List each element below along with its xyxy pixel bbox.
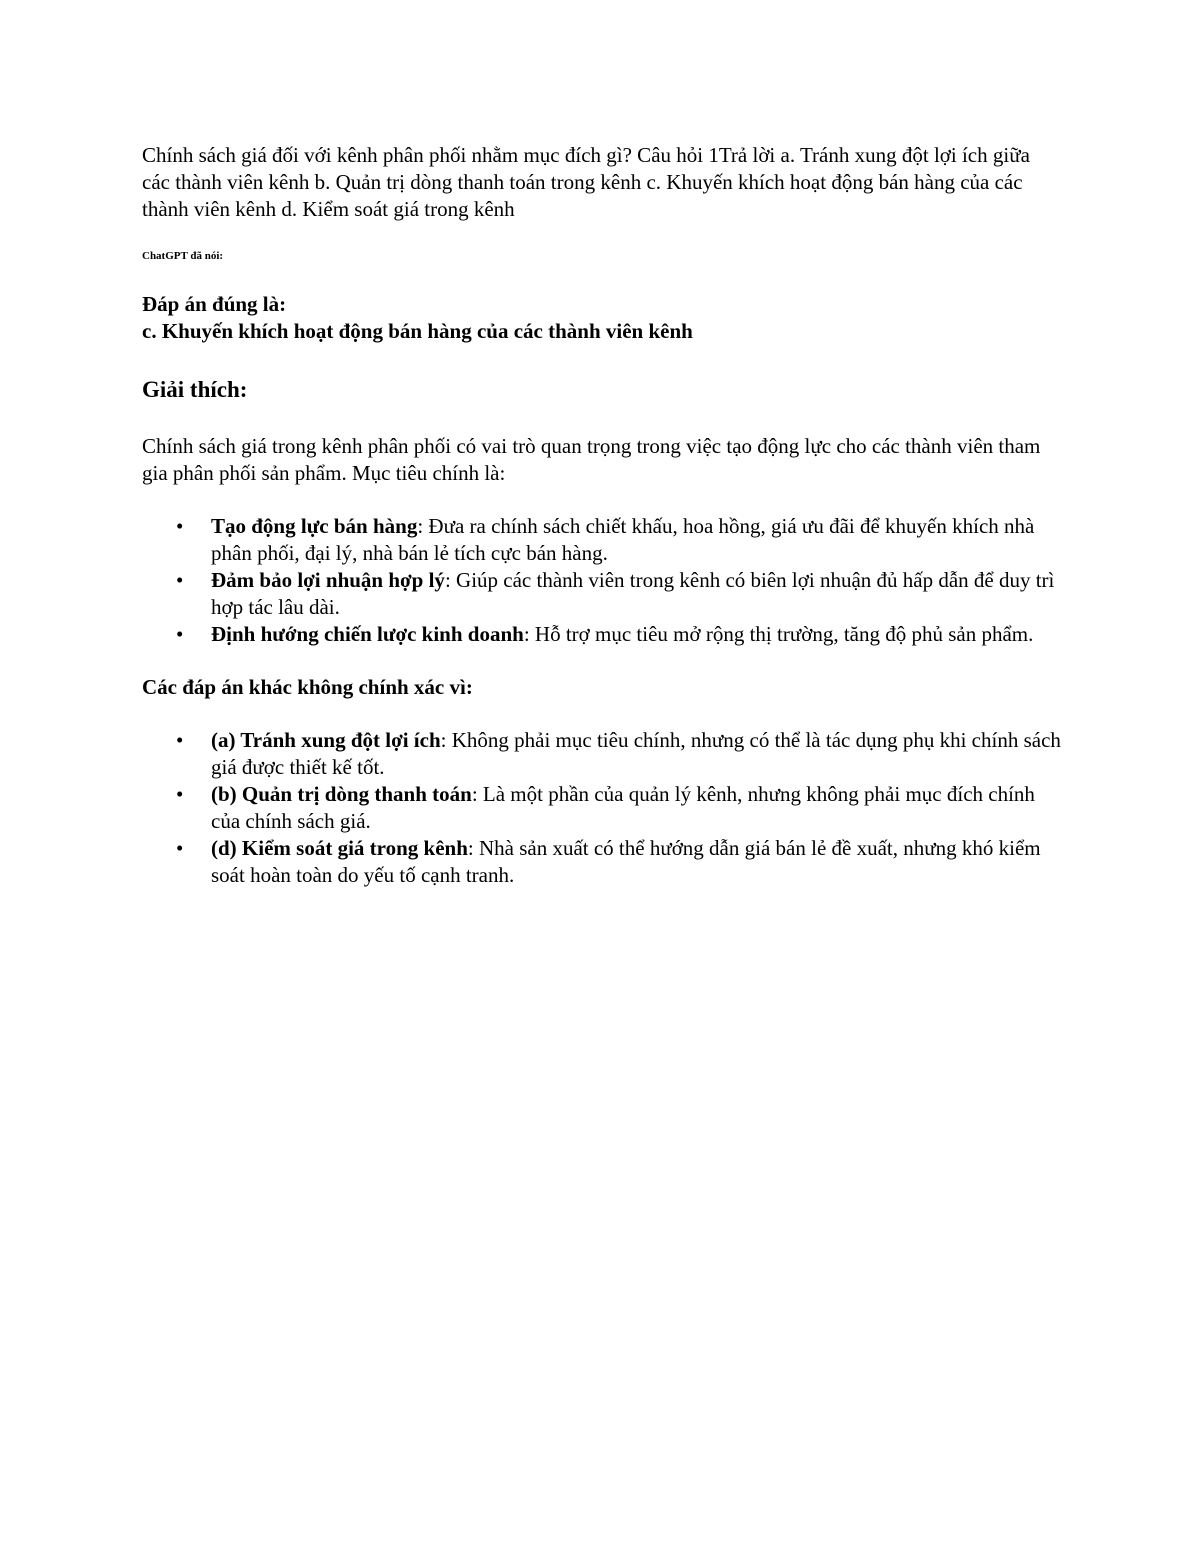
list-item	[142, 781, 1062, 835]
list-item-text: : Nhà sản xuất có thể hướng dẫn giá bán lẻ đề xuất, nhưng khó kiểm soát hoàn toàn do yếu tố cạnh tranh.	[211, 836, 1041, 887]
other-answers-heading: Các đáp án khác không chính xác vì:	[142, 675, 473, 699]
correct-answer-choice: c. Khuyến khích hoạt động bán hàng của các thành viên kênh	[142, 319, 693, 343]
bullet-icon: •	[176, 836, 184, 860]
list-item	[142, 621, 1062, 648]
list-item-text: : Là một phần của quản lý kênh, nhưng không phải mục đích chính của chính sách giá.	[211, 782, 1035, 833]
list-item-title: (b) Quản trị dòng thanh toán	[211, 782, 472, 806]
list-item	[142, 835, 1062, 889]
list-item-text: : Không phải mục tiêu chính, nhưng có thể là tác dụng phụ khi chính sách giá được thiết kế tốt.	[211, 728, 1061, 779]
document-page	[142, 142, 1062, 889]
list-item-text: : Giúp các thành viên trong kênh có biên lợi nhuận đủ hấp dẫn để duy trì hợp tác lâu dài.	[211, 568, 1055, 619]
speaker-label: ChatGPT đã nói:	[142, 250, 224, 262]
bullet-icon: •	[176, 728, 184, 752]
list-item-text: : Đưa ra chính sách chiết khấu, hoa hồng, giá ưu đãi để khuyến khích nhà phân phối, đại lý, nhà bán lẻ tích cực bán hàng.	[211, 514, 1035, 565]
list-item	[142, 513, 1062, 567]
correct-answer-label: Đáp án đúng là:	[142, 292, 287, 316]
bullet-icon: •	[176, 622, 184, 646]
list-item-text: : Hỗ trợ mục tiêu mở rộng thị trường, tăng độ phủ sản phẩm.	[523, 622, 1034, 646]
list-item-title: (d) Kiểm soát giá trong kênh	[211, 836, 468, 860]
explanation-intro: Chính sách giá trong kênh phân phối có vai trò quan trọng trong việc tạo động lực cho các thành viên tham gia phân phối sản phẩm. Mục tiêu chính là:	[142, 434, 1041, 485]
bullet-icon: •	[176, 782, 184, 806]
other-answers-list	[142, 727, 1062, 889]
explanation-list	[142, 513, 1062, 648]
list-item-title: (a) Tránh xung đột lợi ích	[211, 728, 441, 752]
explanation-heading: Giải thích:	[142, 377, 248, 402]
bullet-icon: •	[176, 514, 184, 538]
list-item-title: Tạo động lực bán hàng	[211, 514, 418, 538]
list-item-title: Đảm bảo lợi nhuận hợp lý	[211, 568, 445, 592]
question-text: Chính sách giá đối với kênh phân phối nhằm mục đích gì? Câu hỏi 1Trả lời a. Tránh xung đột lợi ích giữa các thành viên kênh b. Quản trị dòng thanh toán trong kênh c. Khuyến khích hoạt động bán hàng của các thành viên kênh d. Kiểm soát giá trong kênh	[142, 143, 1030, 221]
list-item-title: Định hướng chiến lược kinh doanh	[211, 622, 524, 646]
list-item	[142, 567, 1062, 621]
bullet-icon: •	[176, 568, 184, 592]
list-item	[142, 727, 1062, 781]
correct-answer	[142, 291, 1062, 345]
